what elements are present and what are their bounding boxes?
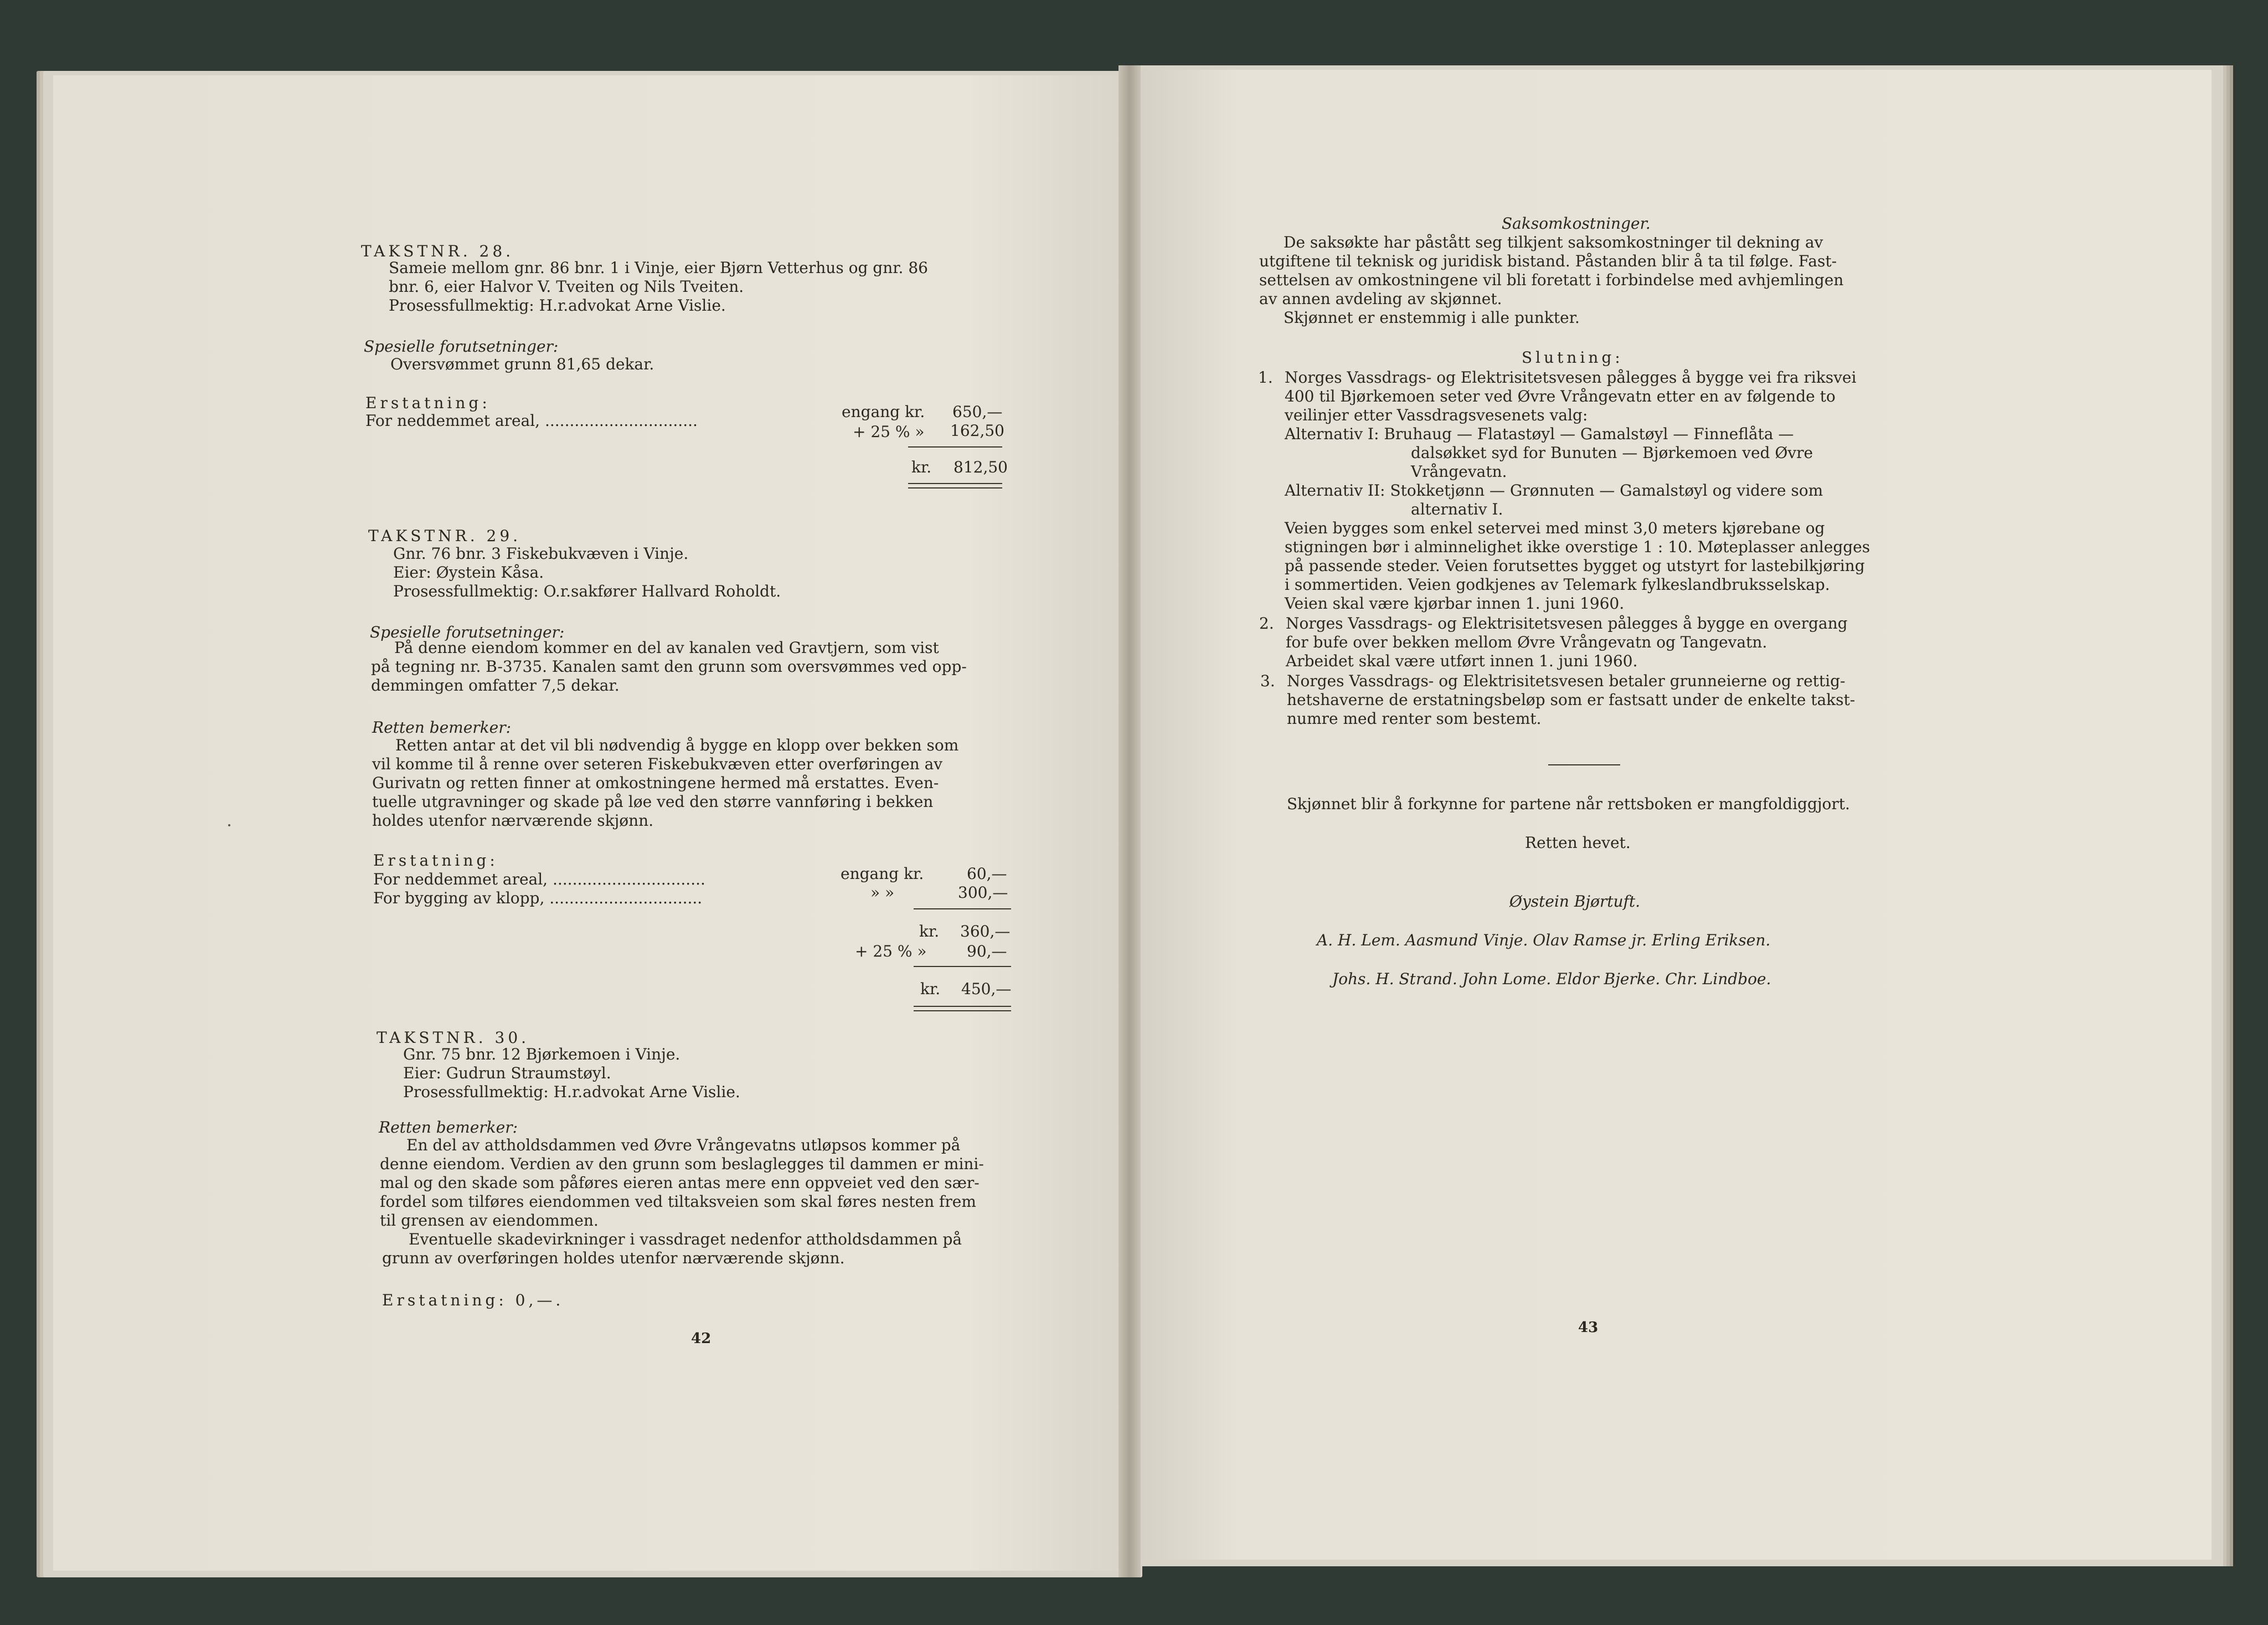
takst-29-sub-kr: kr. [919,922,940,940]
page-speck [228,824,230,826]
takst-28-row-value: 650,— [952,403,1003,421]
sum-rule [908,446,1002,448]
slutning-item-line: Arbeidet skal være utført innen 1. juni 1960. [1286,652,1638,670]
takst-28-line: Sameie mellom gnr. 86 bnr. 1 i Vinje, eier Bjørn Vetterhus og gnr. 86 [389,259,928,277]
signature-row: Johs. H. Strand. John Lome. Eldor Bjerke. Chr. Lindboe. [1332,970,1771,988]
takst-30-retten-heading: Retten bemerker: [379,1118,518,1137]
slutning-item-line: dalsøkket syd for Bunuten — Bjørkemoen ved Øvre [1411,444,1813,462]
takst-29-special-line: på tegning nr. B-3735. Kanalen samt den grunn som oversvømmes ved opp- [371,657,967,676]
takst-30-line: Prosessfullmektig: H.r.advokat Arne Vislie. [403,1083,740,1101]
takst-28-pct-value: 162,50 [950,421,1004,440]
slutning-item-number: 3. [1260,672,1275,690]
slutning-item-line: Alternativ I: Bruhaug — Flatastøyl — Gamalstøyl — Finneflåta — [1285,425,1794,443]
takst-29-row-label: For bygging av klopp, ............................... [373,889,703,907]
saksomkostninger-line: De saksøkte har påstått seg tilkjent saksomkostninger til dekning av [1284,233,1823,251]
takst-30-retten-line: denne eiendom. Verdien av den grunn som beslaglegges til dammen er mini- [380,1155,984,1173]
sum-rule [914,908,1011,909]
total-rule [914,1006,1011,1007]
takst-30-retten-line: fordel som tilføres eiendommen ved tiltaksveien som skal føres nesten frem [380,1192,976,1211]
takst-28-special-text: Oversvømmet grunn 81,65 dekar. [390,355,654,373]
slutning-item-line: Vrångevatn. [1411,462,1507,481]
slutning-item-line: Norges Vassdrags- og Elektrisitetsvesen betaler grunneierne og rettig- [1287,672,1846,690]
slutning-item-line: stigningen bør i alminnelighet ikke overstige 1 : 10. Møteplasser anlegges [1285,538,1870,556]
slutning-item-line: veilinjer etter Vassdragsvesenets valg: [1285,406,1588,424]
takst-28-heading: TAKSTNR. 28. [361,242,514,260]
slutning-heading: Slutning: [1522,348,1623,367]
takst-29-pct-value: 90,— [967,942,1007,960]
takst-29-heading: TAKSTNR. 29. [368,527,522,545]
takst-29-line: Gnr. 76 bnr. 3 Fiskebukvæven i Vinje. [393,544,689,563]
takst-29-retten-line: vil komme til å renne over seteren Fiskebukvæven etter overføringen av [372,755,943,773]
takst-28-total-kr: kr. [911,458,932,476]
takst-29-pct-mid: + 25 % » [855,942,927,960]
takst-28-line: Prosessfullmektig: H.r.advokat Arne Vislie. [389,296,726,315]
takst-29-row-label: For neddemmet areal, ............................... [373,870,705,888]
slutning-item-line: i sommertiden. Veien godkjenes av Telemark fylkeslandbruksselskap. [1285,575,1830,594]
takst-28-erstatning-heading: Erstatning: [365,394,491,412]
takst-29-special-line: demmingen omfatter 7,5 dekar. [371,676,620,695]
takst-30-retten-line: til grensen av eiendommen. [380,1211,599,1230]
takst-29-row-value: 300,— [958,883,1008,902]
section-divider [1548,764,1620,765]
takst-29-erstatning-heading: Erstatning: [373,851,498,870]
page-number-left: 42 [691,1330,712,1347]
takst-29-row-mid: engang kr. [841,865,924,883]
saksomkostninger-heading: Saksomkostninger. [1502,214,1651,233]
takst-29-line: Eier: Øystein Kåsa. [393,563,544,582]
slutning-item-line: numre med renter som bestemt. [1287,709,1542,728]
takst-28-special-heading: Spesielle forutsetninger: [364,337,559,356]
total-rule [914,1010,1011,1011]
total-rule [908,483,1002,484]
retten-hevet: Retten hevet. [1525,834,1631,852]
takst-28-row-label: For neddemmet areal, ............................... [365,412,698,430]
takst-30-retten-line: Eventuelle skadevirkninger i vassdraget nedenfor attholdsdammen på [409,1230,962,1248]
slutning-item-line: Norges Vassdrags- og Elektrisitetsvesen pålegges å bygge en overgang [1286,614,1848,632]
slutning-item-line: Alternativ II: Stokketjønn — Grønnuten — Gamalstøyl og videre som [1285,481,1823,500]
slutning-item-number: 1. [1258,368,1273,387]
takst-30-retten-line: En del av attholdsdammen ved Øvre Vrångevatns utløpsos kommer på [406,1136,961,1154]
saksomkostninger-line: utgiftene til teknisk og juridisk bistand. Påstanden blir å ta til følge. Fast- [1259,252,1837,270]
book-gutter [1118,65,1141,1577]
takst-29-line: Prosessfullmektig: O.r.sakfører Hallvard Roholdt. [393,582,781,600]
saksomkostninger-line: av annen avdeling av skjønnet. [1259,290,1502,308]
page-number-right: 43 [1578,1319,1599,1336]
saksomkostninger-line: settelsen av omkostningene vil bli foretatt i forbindelse med avhjemlingen [1259,271,1844,289]
slutning-item-line: 400 til Bjørkemoen seter ved Øvre Vrångevatn etter en av følgende to [1285,387,1836,405]
takst-29-retten-line: Gurivatn og retten finner at omkostningene hermed må erstattes. Even- [372,774,939,792]
takst-30-heading: TAKSTNR. 30. [377,1029,530,1047]
slutning-item-line: på passende steder. Veien forutsettes bygget og utstyrt for lastebilkjøring [1285,557,1865,575]
forkynne-text: Skjønnet blir å forkynne for partene når rettsboken er mangfoldiggjort. [1287,795,1851,813]
takst-30-retten-line: grunn av overføringen holdes utenfor nærværende skjønn. [382,1249,845,1267]
takst-30-line: Eier: Gudrun Straumstøyl. [403,1064,611,1082]
takst-30-erstatning: Erstatning: 0,—. [382,1291,564,1309]
takst-28-row-mid: engang kr. [842,403,925,421]
takst-29-total-value: 450,— [961,980,1012,998]
takst-29-row-mid: » » [870,883,895,902]
takst-30-line: Gnr. 75 bnr. 12 Bjørkemoen i Vinje. [403,1045,681,1063]
slutning-item-number: 2. [1259,614,1274,632]
takst-29-retten-line: holdes utenfor nærværende skjønn. [372,811,654,830]
takst-30-retten-line: mal og den skade som påføres eieren antas mere enn oppveiet ved den sær- [380,1174,980,1192]
signature-main: Øystein Bjørtuft. [1509,892,1641,911]
sum-rule [914,966,1011,967]
takst-28-total-value: 812,50 [953,458,1008,476]
takst-28-line: bnr. 6, eier Halvor V. Tveiten og Nils Tveiten. [389,277,744,296]
takst-29-special-heading: Spesielle forutsetninger: [370,623,565,641]
saksomkostninger-line: Skjønnet er enstemmig i alle punkter. [1284,308,1580,327]
signature-row: A. H. Lem. Aasmund Vinje. Olav Ramse jr. Erling Eriksen. [1317,931,1771,949]
slutning-item-line: Veien skal være kjørbar innen 1. juni 1960. [1285,594,1625,613]
total-rule [908,487,1002,488]
slutning-item-line: hetshaverne de erstatningsbeløp som er fastsatt under de enkelte takst- [1287,691,1855,709]
takst-29-retten-line: tuelle utgravninger og skade på løe ved den større vannføring i bekken [372,793,934,811]
takst-29-retten-heading: Retten bemerker: [372,718,512,737]
takst-28-pct-mid: + 25 % » [853,423,925,441]
takst-29-total-kr: kr. [920,980,941,998]
slutning-item-line: Veien bygges som enkel setervei med minst 3,0 meters kjørebane og [1285,519,1825,537]
slutning-item-line: Norges Vassdrags- og Elektrisitetsvesen pålegges å bygge vei fra riksvei [1285,368,1857,387]
slutning-item-line: alternativ I. [1411,500,1503,518]
takst-29-retten-line: Retten antar at det vil bli nødvendig å bygge en klopp over bekken som [395,736,959,754]
slutning-item-line: for bufe over bekken mellom Øvre Vrångevatn og Tangevatn. [1286,633,1767,651]
takst-29-special-line: På denne eiendom kommer en del av kanalen ved Gravtjern, som vist [394,639,939,657]
takst-29-row-value: 60,— [967,865,1007,883]
takst-29-sub-value: 360,— [960,922,1011,940]
